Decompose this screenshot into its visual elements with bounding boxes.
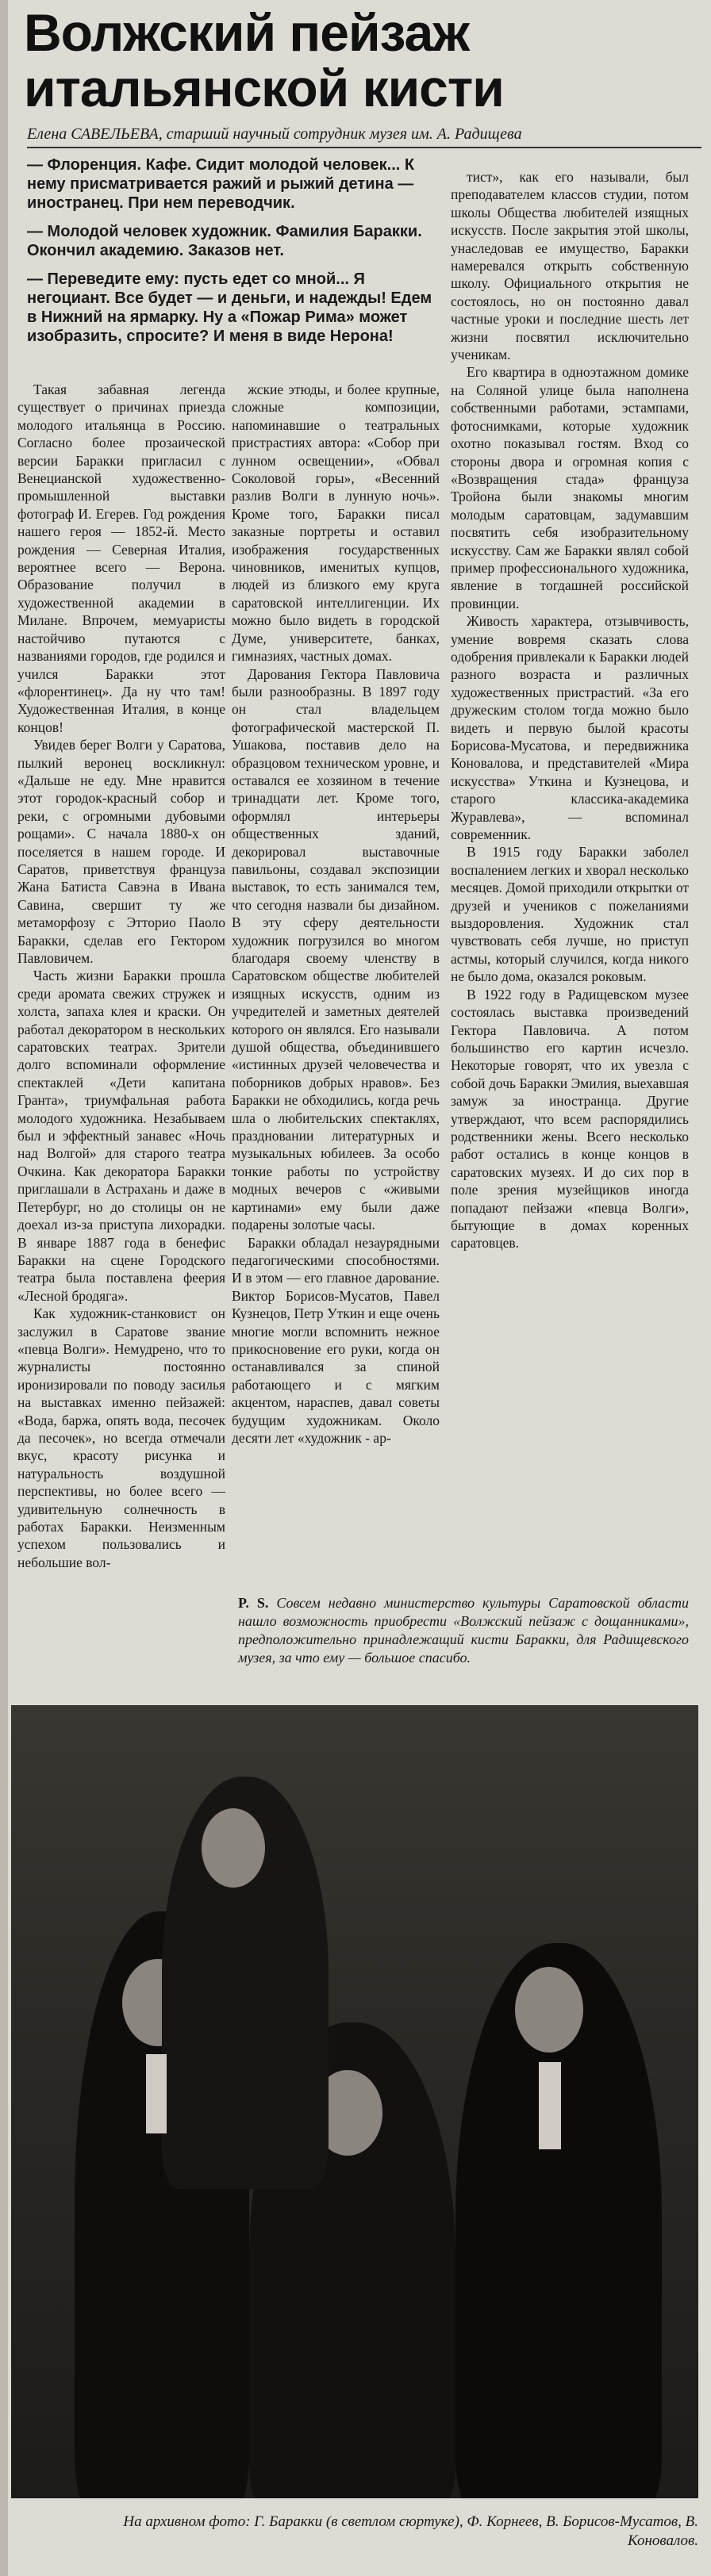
paragraph: В 1915 году Баракки заболел воспалением легких и хворал несколько месяцев. Домой приходили открытки от друзей и учеников с пожеланиями выздоровления. Художник стал чувствовать себя лучше, но приступ астмы, который случился, когда никого не было дома, оказался роковым. [451,844,689,985]
photo-shirt-front [539,2062,561,2149]
lead-paragraph: — Переведите ему: пусть едет со мной... Я негоциант. Все будет — и деньги, и надежды! Едем в Нижний на ярмарку. Ну а «Пожар Рима» может изобразить, спросите? И меня в виде Нерона! [27,270,432,345]
photo-shirt-front [146,2054,167,2133]
paragraph: Такая забавная легенда существует о причинах приезда молодого итальянца в Россию. Согласно более прозаической версии Баракки пригласил с Венецианской художественно-промышленной выставки фотограф И. Егерев. Год рождения нашего героя — 1852-й. Место рождения — Северная Италия, вероятнее всего — Верона. Образование получил в художественной академии в Милане. Впрочем, мемуаристы настойчиво путаются с названиями городов, где родился и учился Баракки этот «флорентинец». Да ну что там! Художественная Италия, в конце концов! [17,381,225,735]
article-byline: Елена САВЕЛЬЕВА, старший научный сотрудник музея им. А. Радищева [27,125,701,148]
lead-paragraph: — Молодой человек художник. Фамилия Баракки. Окончил академию. Заказов нет. [27,223,422,259]
paragraph: жские этюды, и более крупные, сложные композиции, напоминавшие о театральных пристрастиях автора: «Собор при лунном освещении», «Обвал Соколовой горы», «Весенний разлив Волги в лунную ночь». Кроме того, Баракки писал заказные портреты и оставил изображения государственных чиновников, именитых купцов, людей из близкого ему круга саратовской интеллигенции. Их можно было видеть в городской Думе, университете, банках, гимназиях, частных домах. [232,381,440,665]
paragraph: Баракки обладал незаурядными педагогическими способностями. И в этом — его главное дарование. Виктор Борисов-Мусатов, Павел Кузнецов, Петр Уткин и еще очень многие могли вспомнить нежное прикосновение его руки, когда он останавливался за спиной работающего и с мягким акцентом, нараспев, давал советы будущим художникам. Около десяти лет «художник - ар- [232,1234,440,1446]
photo-caption: На архивном фото: Г. Баракки (в светлом сюртуке), Ф. Корнеев, В. Борисов-Мусатов, В. Коновалов. [123,2513,698,2549]
text-column-1 [17,381,225,1571]
paragraph: Дарования Гектора Павловича были разнообразны. В 1897 году он стал владельцем фотографической мастерской П. Ушакова, поставив дело на образцовом техническом уровне, и оставался ее хозяином в течение тринадцати лет. Кроме того, оформлял интерьеры общественных зданий, декорировал выставочные павильоны, создавал экспозиции выставок, то есть занимался тем, что сегодня назвали бы дизайном. В эту сферу деятельности художник погрузился во многом благодаря своему членству в Саратовском обществе любителей изящных искусств, одним из учредителей и заметных деятелей которого он являлся. Его называли душой общества, объединившего «истинных друзей человечества и поборников добрых нравов». Без Баракки не обходились, когда речь шла о любительских спектаклях, праздновании литературных и музыкальных юбилеев. За особо тонкие работы по устройству модных вечеров с «живыми картинами» ему были даже подарены золотые часы. [232,665,440,1233]
paragraph: Живость характера, отзывчивость, умение вовремя сказать слова одобрения привлекали к Баракки людей разного возраста и различных художественных пристрастий. «За его дружеским столом тогда можно было видеть и первую былой красоты Борисова-Мусатова, и передвижника Коновалова, и представителей «Мира искусства» Уткина и Кузнецова, и старого классика-академика Журавлева», — вспоминал современник. [451,613,689,843]
paragraph: Как художник-станковист он заслужил в Саратове звание «певца Волги». Немудрено, что то журналисты постоянно иронизировали по поводу засилья на выставках именно пейзажей: «Вода, баржа, опять вода, песочек да песочек», но всегда отмечали вкус, красоту рисунка и натуральность воздушной перспективы, но более всего — удивительную солнечность в работах Баракки. Неизменным успехом пользовались и небольшие вол- [17,1305,225,1570]
photo-face [515,1967,583,2053]
article-headline: Волжский пейзаж итальянской кисти [24,3,504,117]
archive-photo [11,1705,698,2498]
text-column-2 [232,381,440,1447]
page-fold-edge [0,0,8,2576]
paragraph: В 1922 году в Радищевском музее состоялась выставка произведений Гектора Павловича. А потом большинство его картин исчезло. Некоторые говорят, что их увезла с собой дочь Баракки Эмилия, выехавшая замуж за иностранца. Другие утверждают, что всем распорядились родственники жены. Всего несколько работ остались в конце концов в саратовских музеях. И до сих пор в поле зрения музейщиков иногда попадают пейзажи «певца Волги», бытующие в домах коренных саратовцев. [451,986,689,1252]
paragraph: Часть жизни Баракки прошла среди аромата свежих стружек и холста, запаха клея и краски. Он работал декоратором в нескольких саратовских театрах. Зрители долго вспоминали оформление спектаклей «Дети капитана Гранта», триумфальная работа молодого художника. Незабываем был и эффектный занавес «Ночь над Волгой» для старого театра Очкина. Как декоратора Баракки приглашали в Астрахань и даже в Петербург, но до столицы он не доехал из-за приступа лихорадки. В январе 1887 года в бенефис Баракки на сцене Городского театра была поставлена феерия «Лесной бродяга». [17,968,225,1304]
paragraph: Увидев берег Волги у Саратова, пылкий веронец воскликнул: «Дальше не еду. Мне нравится этот городок-красный собор и реки, с огромными дубовыми рощами». С начала 1880-х он поселяется в нашем городе. И Саратов, приветствуя француза Жана Батиста Савэна в Ивана Савина, свершит ту же метаморфозу с Этторио Паоло Баракки, сделав его Гектором Павловичем. [17,737,225,966]
postscript-label: P. S. [238,1595,269,1611]
article-lead [27,155,436,355]
postscript-text: Совсем недавно министерство культуры Саратовской области нашло возможность приобрести «Волжский пейзаж с дощанниками», предположительно принадлежащий кисти Баракки, для Радищевского музея, за что ему — большое спасибо. [238,1595,690,1666]
paragraph: тист», как его называли, был преподавателем классов студии, потом школы Общества любителей изящных искусств. После закрытия этой школы, унаследовав ее имущество, Баракки намеревался открыть собственную школу. Официального открытия не состоялось, но он постоянно давал частные уроки и последние шесть лет жизни посвятил исключительно ученикам. [451,169,689,363]
text-column-3 [451,168,689,1252]
paragraph: Его квартира в одноэтажном домике на Соляной улице была наполнена собственными работами, эстампами, фотоснимками, которые художник охотно показывал гостям. Вход со стороны двора и огромная копия с «Возвращения стада» француза Тройона были знакомы многим молодым саратовцам, задумавшим посвятить себя изобразительному искусству. Сам же Баракки являл собой пример профессионального художника, явление в тогдашней российской провинции. [451,364,689,611]
photo-face [202,1808,265,1888]
postscript [238,1594,689,1667]
lead-paragraph: — Флоренция. Кафе. Сидит молодой человек... К нему присматривается ражий и рыжий детина — иностранец. При нем переводчик. [27,156,415,212]
